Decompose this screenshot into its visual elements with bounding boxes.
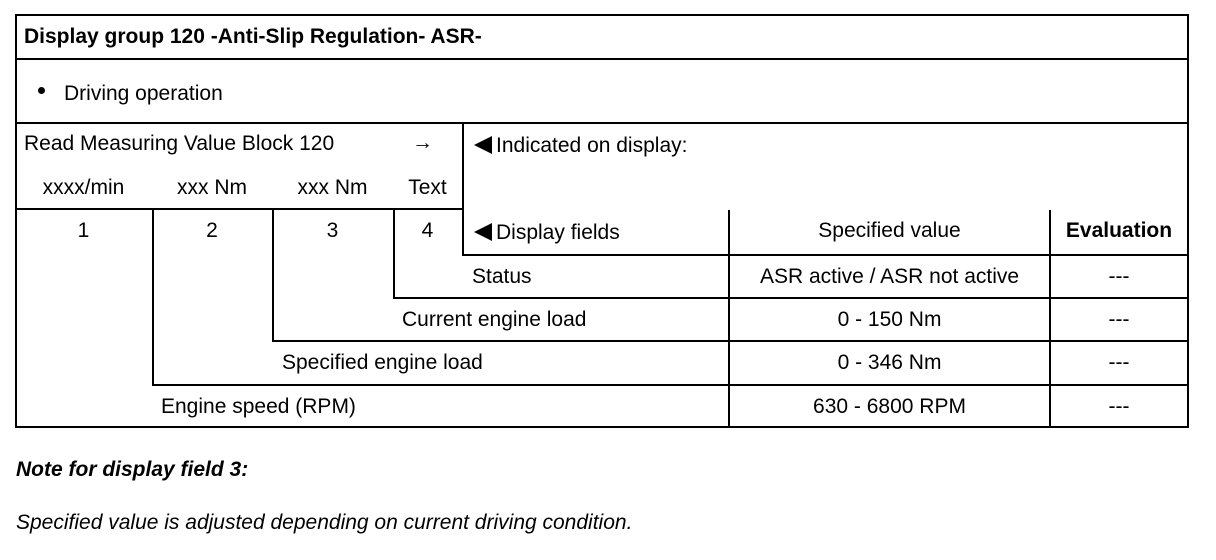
divider-row-specified (152, 384, 1189, 386)
row-eval-engine-speed: --- (1108, 395, 1130, 418)
table-border-right (1187, 14, 1189, 428)
indicated-label-text: Indicated on display: (496, 134, 688, 157)
header-display-fields-text: Display fields (496, 221, 620, 244)
divider-units (15, 208, 464, 210)
unit-field-4: Text (408, 176, 447, 199)
row-field-current-load: Current engine load (402, 308, 587, 331)
header-evaluation: Evaluation (1065, 219, 1173, 242)
row-field-specified-load: Specified engine load (282, 351, 483, 374)
field-number-1: 1 (77, 219, 90, 242)
table-title: Display group 120 -Anti-Slip Regulation- ASR- (24, 25, 482, 48)
row-eval-status: --- (1108, 265, 1130, 288)
row-value-engine-speed: 630 - 6800 RPM (813, 395, 966, 418)
row-value-status: ASR active / ASR not active (759, 265, 1020, 288)
unit-field-3: xxx Nm (297, 176, 368, 199)
row-field-status: Status (472, 265, 532, 288)
field-number-2: 2 (206, 219, 218, 242)
field-number-3: 3 (326, 219, 339, 242)
row-eval-current-load: --- (1108, 308, 1130, 331)
note-title: Note for display field 3: (16, 458, 249, 481)
field-number-4: 4 (421, 219, 434, 242)
note-text: Specified value is adjusted depending on current driving condition. (16, 511, 633, 534)
unit-field-1: xxxx/min (42, 176, 125, 199)
row-value-specified-load: 0 - 346 Nm (837, 351, 942, 374)
divider-block-right (462, 122, 464, 256)
bullet-icon (38, 87, 45, 94)
divider-row-status (393, 297, 1189, 299)
arrow-right-icon: → (412, 131, 433, 154)
divider-row-current (272, 340, 1189, 342)
triangle-left-icon (474, 223, 492, 241)
triangle-left-icon (474, 136, 492, 154)
divider-title (15, 58, 1189, 60)
row-field-engine-speed: Engine speed (RPM) (161, 395, 356, 418)
header-specified-value: Specified value (818, 219, 961, 242)
row-eval-specified-load: --- (1108, 351, 1130, 374)
block-label: Read Measuring Value Block 120 (24, 132, 335, 155)
divider-condition (15, 122, 1189, 124)
indicated-label (474, 134, 687, 158)
table-border-bottom (15, 426, 1189, 428)
condition-text: Driving operation (64, 82, 223, 105)
table-border-top (15, 14, 1189, 16)
row-value-current-load: 0 - 150 Nm (837, 308, 942, 331)
header-display-fields (474, 221, 620, 245)
unit-field-2: xxx Nm (177, 176, 247, 199)
divider-row-header (462, 254, 1189, 256)
